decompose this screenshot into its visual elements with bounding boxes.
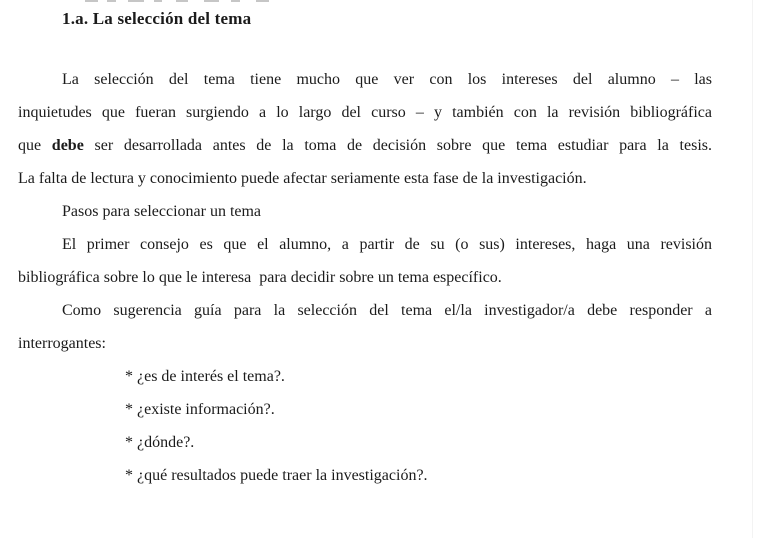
text-line	[18, 228, 712, 261]
text-segment: bibliográfica sobre lo que le interesa para decidir sobre un tema específico.	[18, 269, 502, 286]
text-line	[18, 96, 712, 129]
text-line	[18, 294, 712, 327]
text-remnant-mark	[154, 0, 162, 2]
text-line	[18, 129, 712, 162]
text-segment: Pasos para seleccionar un tema	[62, 203, 262, 220]
text-segment: El primer consejo es que el alumno, a partir de su (o sus) intereses, haga una revisión	[62, 236, 712, 253]
section-heading: 1.a. La selección del tema	[62, 9, 252, 28]
page-edge-line	[752, 0, 753, 538]
text-segment: Como sugerencia guía para la selección del tema el/la investigador/a debe responder a	[62, 302, 712, 319]
text-segment: que	[18, 137, 52, 154]
text-remnant-mark	[107, 0, 116, 2]
bold-text-segment: debe	[51, 137, 84, 154]
text-remnant-mark	[85, 0, 98, 2]
text-remnant-mark	[256, 0, 269, 2]
text-segment: inquietudes que fueran surgiendo a lo largo del curso – y también con la revisión bibliográfica	[18, 104, 712, 121]
text-line	[18, 195, 712, 228]
bullet-line	[18, 459, 712, 492]
text-segment: ser desarrollada antes de la toma de decisión sobre que tema estudiar para la tesis.	[83, 137, 712, 154]
text-segment: * ¿qué resultados puede traer la investigación?.	[125, 467, 428, 484]
bullet-line	[18, 426, 712, 459]
text-line	[18, 327, 712, 360]
text-segment: * ¿dónde?.	[125, 434, 195, 451]
text-segment: interrogantes:	[18, 335, 106, 352]
text-remnant-mark	[128, 0, 144, 2]
text-remnant-mark	[176, 0, 188, 2]
bullet-line	[18, 360, 712, 393]
text-segment: * ¿existe información?.	[125, 401, 275, 418]
cropped-previous-line	[0, 0, 763, 3]
text-remnant-mark	[204, 0, 219, 2]
text-segment: * ¿es de interés el tema?.	[125, 368, 285, 385]
text-segment: La selección del tema tiene mucho que ver con los intereses del alumno – las	[62, 71, 712, 88]
text-segment: La falta de lectura y conocimiento puede afectar seriamente esta fase de la investigación.	[18, 170, 587, 187]
text-line	[18, 162, 712, 195]
text-remnant-mark	[231, 0, 240, 2]
text-line	[18, 63, 712, 96]
text-line	[18, 261, 712, 294]
document-body	[18, 63, 712, 492]
bullet-line	[18, 393, 712, 426]
